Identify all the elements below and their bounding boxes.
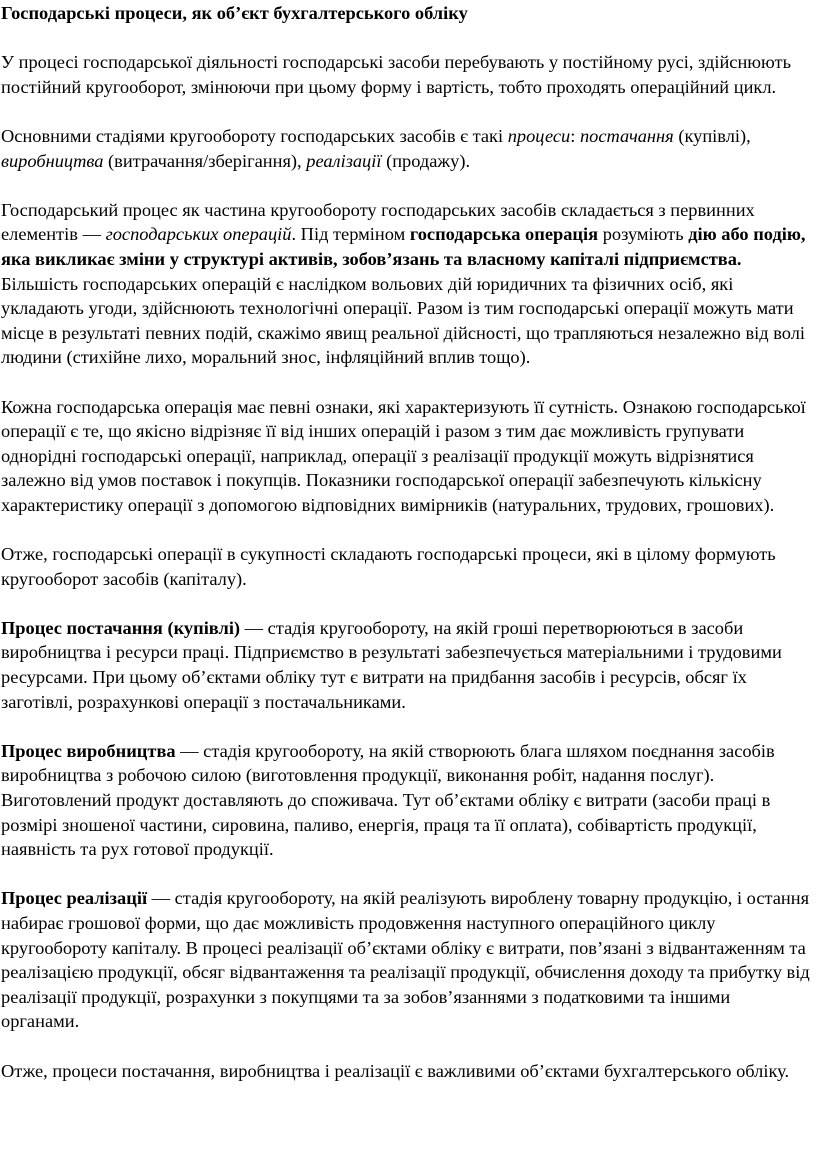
term-bold: господарська операція: [409, 224, 599, 245]
sales-heading: Процес реалізації: [1, 888, 148, 909]
text-run: . Під терміном: [291, 224, 410, 245]
definition-bold: дію або подію, яка викликає зміни у структурі активів, зобов’язань та власному капіталі підприємства.: [1, 224, 806, 269]
sales-text: — стадія кругообороту, на якій реалізують вироблену товарну продукцію, і остання набирає грошової форми, що дає можливість продовження наступного операційного циклу кругообороту капіталу. В процесі реалізації об’єктами обліку є витрати, пов’язані з відвантаженням та реалізацією продукції, обсяг відвантаження та реалізації продукції, обчислення доходу та прибутку від реалізації продукції, розрахунки з покупцями та за зобов’язаннями з податковими та іншими органами.: [1, 888, 810, 1032]
text-run: (витрачання/зберігання),: [103, 150, 307, 171]
supply-heading: Процес постачання (купівлі): [1, 617, 241, 638]
title-text: Господарські процеси, як об’єкт бухгалтерського обліку: [1, 3, 468, 23]
paragraph-production-process: [0, 739, 812, 862]
supply-text: — стадія кругообороту, на якій гроші перетворюються в засоби виробництва і ресурси праці. Підприємство в результаті забезпечується матеріальними і трудовими ресурсами. При цьому об’єктами обліку тут є витрати на придбання засобів і ресурсів, обсяг їх заготівлі, розрахункові операції з постачальниками.: [1, 617, 782, 712]
paragraph-features: Кожна господарська операція має певні ознаки, які характеризують її сутність. Ознакою господарської операції є те, що якісно відрізняє її від інших операцій і разом з тим дає можливість групувати однорідні господарські операції, наприклад, операції з реалізації продукції можуть відрізнятися залежно від умов поставок і покупців. Показники господарської операції забезпечують кількісну характеристику операції з допомогою відповідних вимірників (натуральних, трудових, грошових).: [1, 396, 806, 515]
paragraph-intro: У процесі господарської діяльності господарські засоби перебувають у постійному русі, здійснюють постійний кругооборот, змінюючи при цьому форму і вартість, тобто проходять операційний цикл.: [1, 52, 791, 97]
production-text: — стадія кругообороту, на якій створюють блага шляхом поєднання засобів виробництва з робочою силою (виготовлення продукції, виконання робіт, надання послуг). Виготовлений продукт доставляють до споживача. Тут об’єктами обліку є витрати (засоби праці в розмірі зношеної частини, сировина, паливо, енергія, праця та її оплата), собівартість продукції, наявність та рух готової продукції.: [1, 740, 775, 860]
text-run-italic: господарських операцій: [105, 224, 292, 245]
text-run: (купівлі),: [673, 125, 751, 146]
paragraph-supply-process: [0, 616, 812, 714]
text-run: (продажу).: [381, 150, 471, 171]
document-title: [0, 1, 812, 26]
paragraph-stages: [0, 124, 812, 173]
production-heading: Процес виробництва: [1, 740, 176, 761]
text-run-italic: виробництва: [1, 150, 104, 171]
text-run-italic: реалізації: [306, 150, 382, 171]
text-run: :: [570, 125, 580, 146]
text-run-italic: постачання: [579, 125, 674, 146]
text-run: Господарський процес як частина кругообороту господарських засобів складається з первинних елементів —: [1, 199, 755, 245]
paragraph-conclusion: Отже, процеси постачання, виробництва і реалізації є важливими об’єктами бухгалтерського обліку.: [1, 1060, 790, 1081]
text-run-italic: процеси: [507, 125, 571, 146]
paragraph-sales-process: [0, 886, 812, 1034]
paragraph-summary: Отже, господарські операції в сукупності складають господарські процеси, які в цілому формують кругооборот засобів (капіталу).: [1, 544, 776, 589]
text-run: Більшість господарських операцій є наслідком вольових дій юридичних та фізичних осіб, які укладають угоди, здійснюють технологічні операції. Разом із тим господарські операції можуть мати місце в результаті певних подій, скажімо явищ реальної дійсності, що трапляються незалежно від волі людини (стихійне лихо, моральний знос, інфляційний вплив тощо).: [1, 273, 806, 368]
text-run: Основними стадіями кругообороту господарських засобів є такі: [1, 125, 508, 146]
paragraph-operations: [0, 198, 812, 370]
text-run: розуміють: [598, 224, 689, 245]
